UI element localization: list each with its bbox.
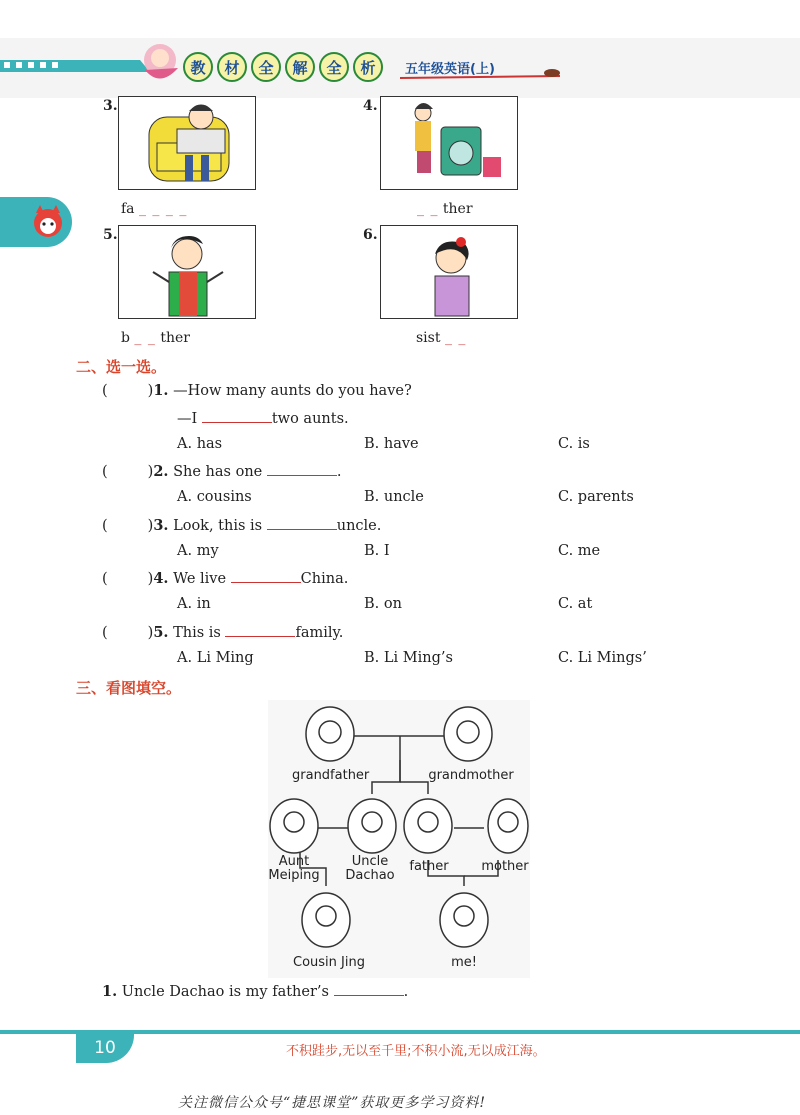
question-number: 1.: [102, 983, 118, 1000]
answer-blank-line[interactable]: [267, 516, 337, 530]
father-portrait: [404, 799, 452, 853]
title-char: 全: [251, 52, 281, 82]
answer-blank-line[interactable]: [202, 409, 272, 423]
letter-blank[interactable]: _ _: [444, 330, 467, 346]
question-number: 4.: [153, 570, 169, 587]
question-text: family.: [295, 625, 344, 641]
option-b[interactable]: B. I: [364, 543, 390, 559]
book-title: [183, 52, 383, 82]
answer-blank-line[interactable]: [225, 623, 295, 637]
letter-blank[interactable]: _ _: [417, 201, 439, 217]
label-aunt: [266, 855, 322, 882]
answer-paren-open: (: [102, 625, 108, 641]
uncle-portrait: [348, 799, 396, 853]
fill-question-1: [102, 982, 408, 1000]
label-father: father: [409, 859, 449, 874]
picture-mother-laundry: [380, 96, 518, 190]
question-text: Uncle Dachao is my father’s: [121, 984, 329, 1000]
question-text: two aunts.: [271, 411, 349, 427]
fill-word: [121, 330, 190, 346]
word-prefix: b: [121, 330, 130, 346]
letter-blank[interactable]: _ _: [134, 330, 156, 346]
fill-word: [416, 330, 466, 346]
picture-sister: [380, 225, 518, 319]
option-a[interactable]: A. in: [177, 596, 211, 612]
question-text: Look, this is: [173, 518, 263, 534]
question-5: [102, 623, 343, 641]
fill-word: [121, 201, 187, 217]
question-text: This is: [173, 625, 221, 641]
option-a[interactable]: A. cousins: [177, 489, 252, 505]
picture-grandfather-reading: [118, 96, 256, 190]
question-4: [102, 569, 348, 587]
title-char: 解: [285, 52, 315, 82]
option-b[interactable]: B. uncle: [364, 489, 424, 505]
answer-paren-close: ): [147, 518, 154, 534]
answer-paren-open: (: [102, 464, 108, 480]
side-tab: [0, 197, 72, 247]
answer-paren-close: ): [147, 383, 154, 399]
fill-word: [417, 201, 473, 217]
question-text: .: [336, 464, 342, 480]
label-grandfather: grandfather: [292, 768, 370, 783]
item-number: 3.: [103, 98, 118, 114]
header-banner: [0, 38, 800, 98]
option-a[interactable]: A. Li Ming: [177, 650, 254, 666]
option-b[interactable]: B. have: [364, 436, 419, 452]
question-text: China.: [300, 571, 349, 587]
picture-brother: [118, 225, 256, 319]
word-prefix: fa: [121, 201, 135, 217]
item-number: 4.: [363, 98, 378, 114]
mother-portrait: [488, 799, 528, 853]
question-1-line2: [177, 409, 349, 427]
me-portrait: [440, 893, 488, 947]
answer-blank-line[interactable]: [334, 982, 404, 996]
watermark-text: 关注微信公众号“捷思课堂”获取更多学习资料!: [178, 1095, 486, 1111]
label-cousin: Cousin Jing: [293, 955, 365, 970]
question-1: [102, 382, 412, 399]
family-tree: [268, 700, 530, 978]
grandfather-portrait: [306, 707, 354, 761]
option-c[interactable]: C. parents: [558, 489, 634, 505]
question-2: [102, 462, 341, 480]
footer-motto: 不积跬步,无以至千里;不积小流,无以成江海。: [286, 1044, 546, 1059]
question-number: 1.: [153, 382, 169, 399]
grade-label: 五年级英语(上): [405, 62, 495, 77]
question-text: We live: [173, 571, 227, 587]
answer-paren-open: (: [102, 518, 108, 534]
letter-blank[interactable]: _ _ _ _: [138, 201, 188, 217]
title-char: 全: [319, 52, 349, 82]
option-b[interactable]: B. on: [364, 596, 402, 612]
title-char: 材: [217, 52, 247, 82]
label-aunt-line2: Meiping: [268, 867, 320, 883]
label-grandmother: grandmother: [428, 768, 514, 783]
question-text: —How many aunts do you have?: [173, 383, 412, 399]
cousin-portrait: [302, 893, 350, 947]
word-prefix: sist: [416, 330, 441, 346]
page-number: 10: [76, 1033, 134, 1063]
label-uncle-line2: Dachao: [345, 867, 395, 883]
question-text: —I: [177, 411, 198, 427]
answer-blank-line[interactable]: [231, 569, 301, 583]
item-number: 6.: [363, 227, 378, 243]
section-title-choose: 二、选一选。: [76, 358, 167, 376]
label-aunt-line1: Aunt: [278, 854, 310, 869]
section-title-look-fill: 三、看图填空。: [76, 679, 182, 697]
answer-paren-close: ): [147, 625, 154, 641]
title-char: 教: [183, 52, 213, 82]
answer-blank-line[interactable]: [267, 462, 337, 476]
item-number: 5.: [103, 227, 118, 243]
question-text: uncle.: [336, 518, 382, 534]
question-number: 2.: [153, 463, 169, 480]
family-tree-drawing: [268, 700, 530, 978]
answer-paren-close: ): [147, 464, 154, 480]
answer-paren-close: ): [147, 571, 154, 587]
question-number: 3.: [153, 517, 169, 534]
question-text: .: [403, 984, 409, 1000]
title-char: 析: [353, 52, 383, 82]
answer-paren-open: (: [102, 383, 108, 399]
label-me: me!: [451, 955, 477, 970]
option-a[interactable]: A. has: [177, 436, 223, 452]
grandmother-portrait: [444, 707, 492, 761]
question-text: She has one: [173, 464, 263, 480]
aunt-portrait: [270, 799, 318, 853]
answer-paren-open: (: [102, 571, 108, 587]
label-uncle: [342, 855, 398, 882]
option-c[interactable]: C. at: [558, 596, 593, 612]
label-mother: mother: [481, 859, 529, 874]
fox-mascot-icon: [0, 197, 72, 247]
question-number: 5.: [153, 624, 169, 641]
option-a[interactable]: A. my: [177, 543, 219, 559]
option-c[interactable]: C. Li Mings’: [558, 650, 647, 666]
question-3: [102, 516, 381, 534]
option-c[interactable]: C. me: [558, 543, 601, 559]
option-c[interactable]: C. is: [558, 436, 590, 452]
word-suffix: ther: [160, 330, 190, 346]
option-b[interactable]: B. Li Ming’s: [364, 650, 453, 666]
word-suffix: ther: [442, 201, 473, 217]
label-uncle-line1: Uncle: [351, 854, 389, 869]
